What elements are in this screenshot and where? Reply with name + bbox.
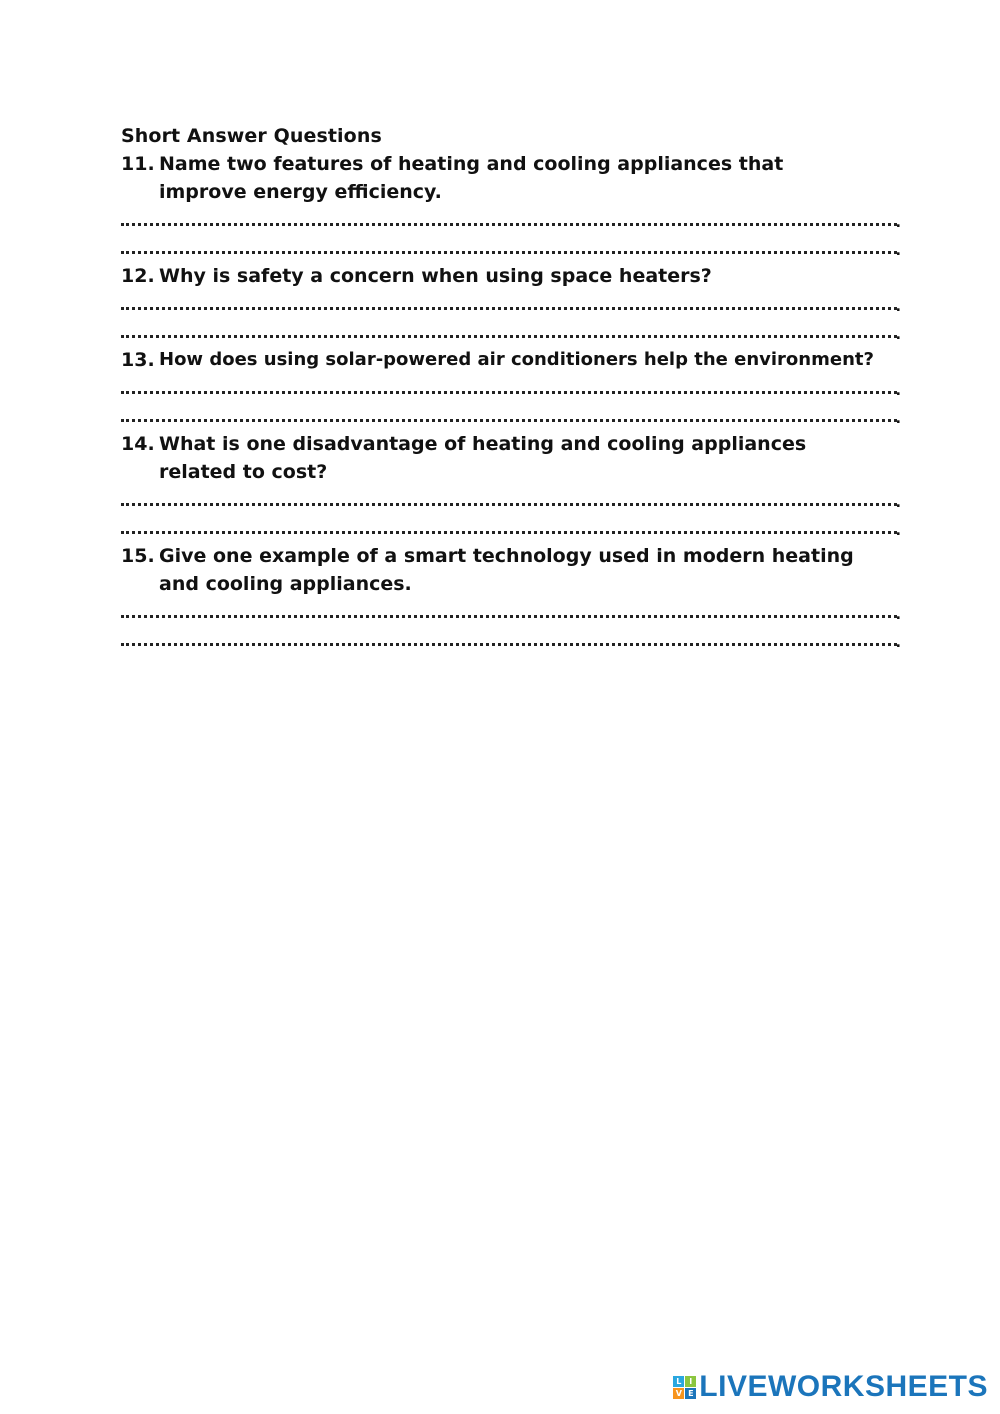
logo-text: LIVEWORKSHEETS: [699, 1370, 988, 1403]
answer-line-12b[interactable]: [121, 318, 901, 346]
question-number: 11.: [121, 153, 155, 175]
question-number: 14.: [121, 433, 155, 455]
question-text: Give one example of a smart technology used in modern heating and cooling appliances.: [159, 545, 854, 595]
question-15: [121, 542, 911, 598]
question-14: [121, 430, 911, 486]
question-12: [121, 262, 911, 290]
answer-line-13a[interactable]: [121, 374, 901, 402]
question-text: How does using solar-powered air conditioners help the environment?: [159, 349, 874, 370]
question-13: [121, 346, 911, 374]
question-11: [121, 150, 911, 206]
answer-line-15b[interactable]: [121, 626, 901, 654]
answer-line-12a[interactable]: [121, 290, 901, 318]
answer-line-11b[interactable]: [121, 234, 901, 262]
question-text: What is one disadvantage of heating and cooling appliances related to cost?: [159, 433, 807, 483]
worksheet: [121, 122, 911, 654]
logo-letter: V: [673, 1388, 684, 1399]
question-number: 15.: [121, 545, 155, 567]
logo-letter: E: [685, 1388, 696, 1399]
answer-line-13b[interactable]: [121, 402, 901, 430]
answer-line-11a[interactable]: [121, 206, 901, 234]
question-number: 12.: [121, 265, 155, 287]
question-number: 13.: [121, 349, 155, 371]
answer-line-14a[interactable]: [121, 486, 901, 514]
logo-letter: I: [685, 1376, 696, 1387]
section-title: Short Answer Questions: [121, 125, 382, 147]
liveworksheets-logo: [673, 1370, 988, 1404]
logo-letter: L: [673, 1376, 684, 1387]
answer-line-15a[interactable]: [121, 598, 901, 626]
answer-line-14b[interactable]: [121, 514, 901, 542]
question-text: Name two features of heating and cooling appliances that improve energy efficiency.: [159, 153, 784, 203]
question-text: Why is safety a concern when using space heaters?: [159, 265, 712, 287]
logo-icon: [673, 1376, 696, 1399]
